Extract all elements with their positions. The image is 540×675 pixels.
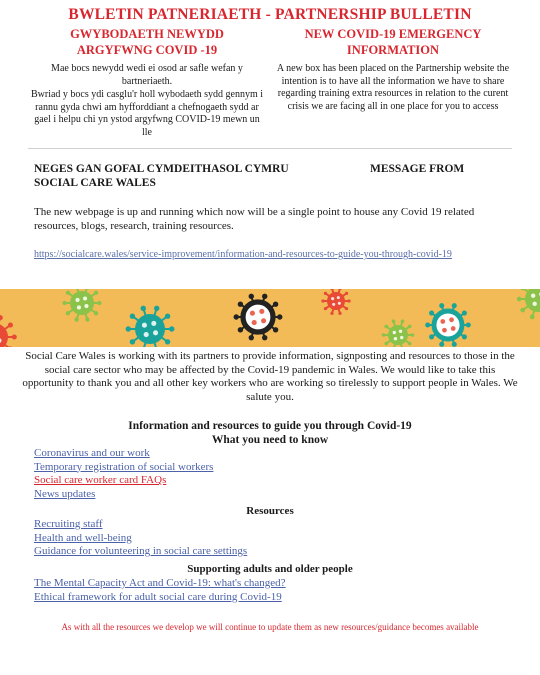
info-heading xyxy=(0,419,540,447)
message-heading-line2: SOCIAL CARE WALES xyxy=(34,177,156,189)
welsh-heading-line1: GWYBODAETH NEWYDD xyxy=(70,27,224,41)
section-divider xyxy=(28,148,512,149)
link-volunteering-guidance[interactable]: Guidance for volunteering in social care settings xyxy=(34,545,248,557)
virus-icon xyxy=(382,319,415,347)
virus-icon xyxy=(321,289,350,315)
link-news-updates[interactable]: News updates xyxy=(34,487,96,500)
info-heading-title: Information and resources to guide you through Covid-19 xyxy=(128,420,412,432)
webpage-url-link[interactable]: https://socialcare.wales/service-improvement/information-and-resources-to-guide-you-through-covid-19 xyxy=(34,249,452,260)
resources-heading: Resources xyxy=(246,505,294,517)
english-heading-line1: NEW COVID-19 EMERGENCY xyxy=(304,27,482,41)
adults-heading: Supporting adults and older people xyxy=(187,563,353,575)
virus-icon xyxy=(62,289,101,322)
virus-icon xyxy=(517,289,540,319)
welsh-heading xyxy=(28,26,266,58)
virus-icon xyxy=(425,303,471,347)
welsh-paragraph-1: Mae bocs newydd wedi ei osod ar safle wefan y bartneriaeth. xyxy=(51,63,243,87)
welsh-paragraph-2: Bwriad y bocs ydi casglu'r holl wybodaeth sydd gennym i rannu gyda chwi am hyfforddiant a chefnogaeth sydd ar gael i helpu chi yn ystod argyfwng COVID-19 mewn un lle xyxy=(30,89,264,138)
english-column xyxy=(274,26,512,113)
message-heading xyxy=(34,162,510,190)
welsh-column xyxy=(28,26,266,139)
virus-banner-art xyxy=(0,289,540,347)
virus-icon xyxy=(126,306,175,347)
message-heading-welsh: NEGES GAN GOFAL CYMDEITHASOL CYMRU xyxy=(34,163,289,175)
lead-paragraph: Social Care Wales is working with its partners to provide information, signposting and resources to those in the social care sector who may be affected by the Covid-19 pandemic in Wales. We would like to take this opportunity to thank you and all other key workers who are working so tirelessly to support people in Wales. We salute you. xyxy=(22,350,518,403)
link-recruiting-staff[interactable]: Recruiting staff xyxy=(34,518,103,530)
link-mental-capacity-act[interactable]: The Mental Capacity Act and Covid-19: what's changed? xyxy=(34,577,286,589)
virus-icon xyxy=(234,294,283,341)
english-heading-line2: INFORMATION xyxy=(346,43,440,57)
link-health-wellbeing[interactable]: Health and well-being xyxy=(34,531,132,544)
english-paragraph-1: A new box has been placed on the Partnership website the intention is to have all the information we have to share regarding training extra resources in relation to the curent crisis we are facing all in one place for you to access xyxy=(276,63,510,112)
message-heading-english: MESSAGE FROM xyxy=(370,163,465,175)
english-heading xyxy=(274,26,512,58)
info-heading-subtitle: What you need to know xyxy=(211,434,329,446)
virus-banner xyxy=(0,289,540,347)
adults-links xyxy=(34,577,286,604)
bulletin-title: BWLETIN PATNERIAETH - PARTNERSHIP BULLETIN xyxy=(68,6,472,23)
resources-links xyxy=(34,518,247,559)
link-coronavirus-work[interactable]: Coronavirus and our work xyxy=(34,447,150,459)
intro-paragraph: The new webpage is up and running which now will be a single point to house any Covid 19 related resources, blogs, research, training resources. xyxy=(34,206,475,232)
virus-icon xyxy=(0,315,17,347)
footer-note: As with all the resources we develop we will continue to update them as new resources/guidance becomes available xyxy=(61,622,479,632)
link-worker-card-faqs[interactable]: Social care worker card FAQs xyxy=(34,474,167,486)
welsh-heading-line2: ARGYFWNG COVID -19 xyxy=(76,43,218,57)
link-temporary-registration[interactable]: Temporary registration of social workers xyxy=(34,460,214,473)
need-to-know-links xyxy=(34,447,213,501)
link-ethical-framework[interactable]: Ethical framework for adult social care during Covid-19 xyxy=(34,590,282,603)
